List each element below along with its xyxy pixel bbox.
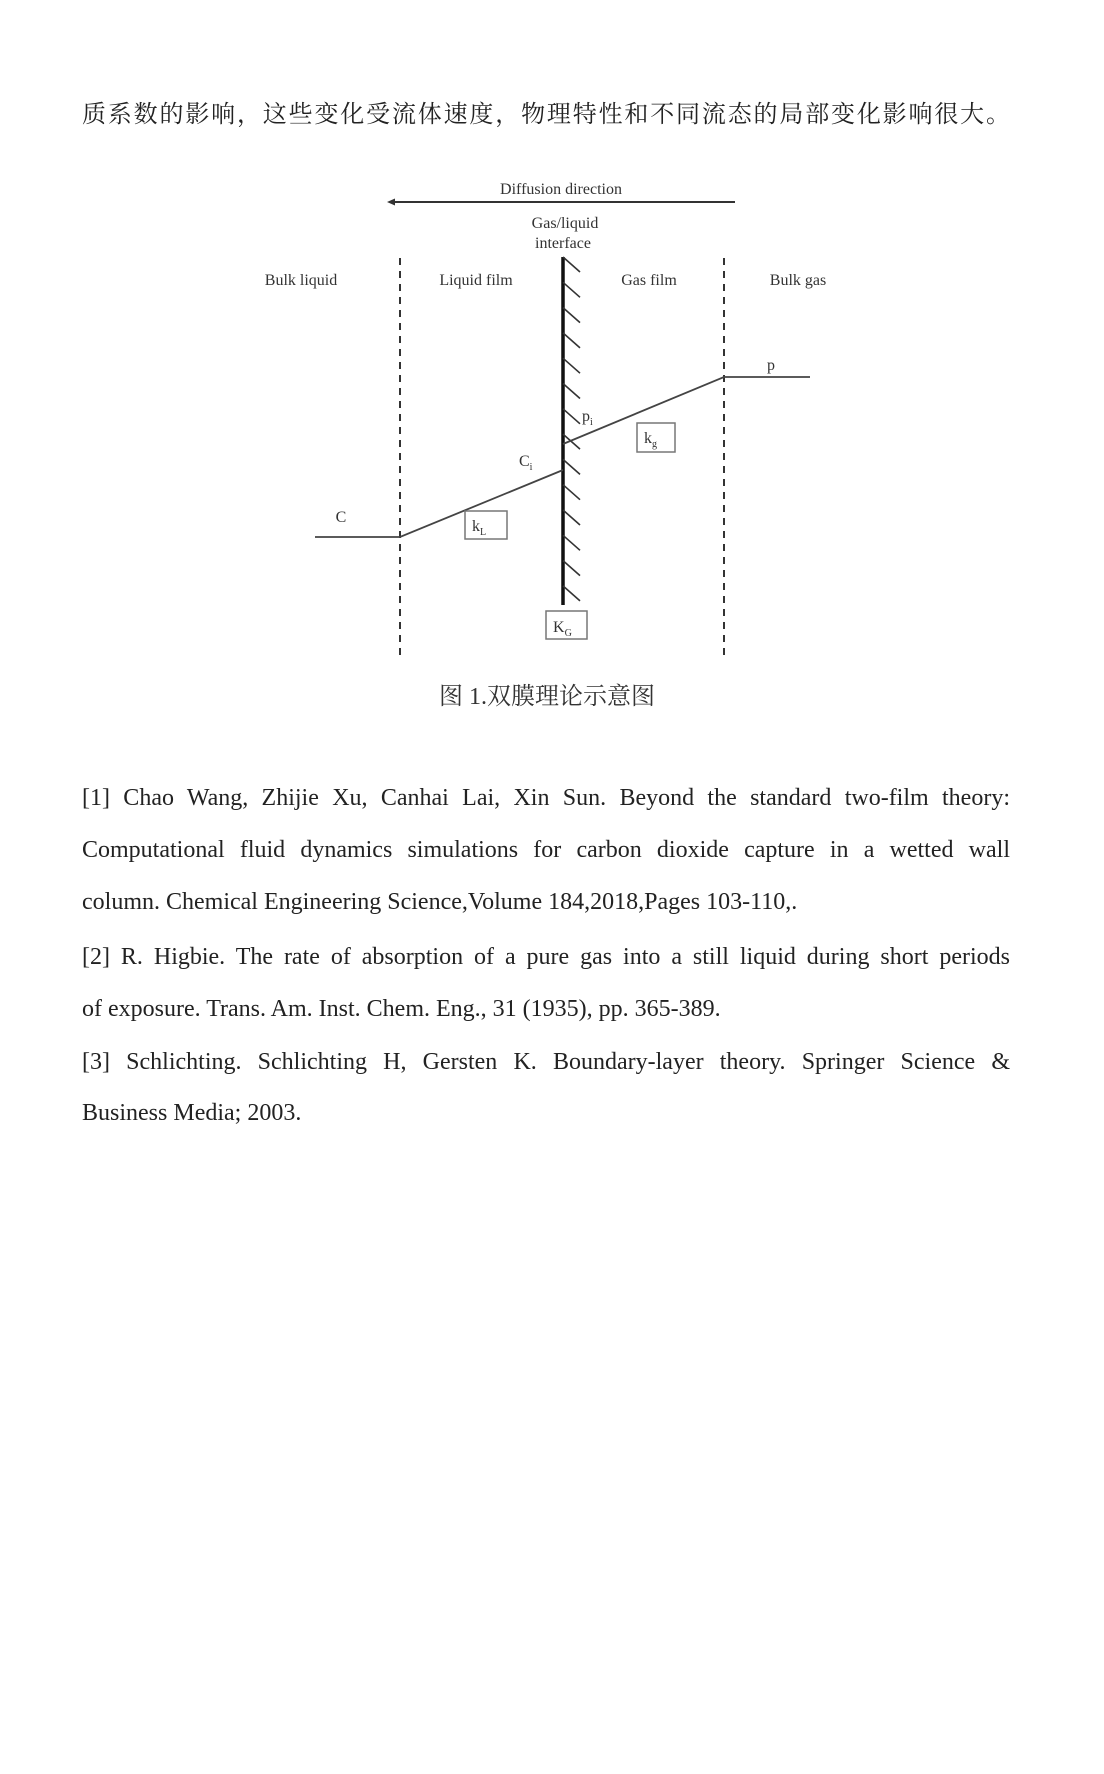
reference-3-line-2: Business Media; 2003. [82, 1100, 302, 1126]
region-bulk-gas: Bulk gas [769, 272, 827, 289]
hatch-mark [563, 257, 580, 272]
reference-2-line-1: [2] R. Higbie. The rate of absorption of a pure gas into a still liquid during short periods [82, 944, 1010, 970]
interface-label-line1: Gas/liquid [531, 215, 599, 232]
KG-label: $K_G$ [553, 619, 572, 639]
two-film-diagram [0, 0, 1104, 670]
hatch-mark [563, 358, 580, 373]
reference-1-line-3: column. Chemical Engineering Science,Volume 184,2018,Pages 103-110,. [82, 889, 798, 915]
hatch-mark [563, 459, 580, 474]
hatch-mark [563, 561, 580, 576]
reference-3-line-1: [3] Schlichting. Schlichting H, Gersten K. Boundary-layer theory. Springer Science & [82, 1049, 1010, 1075]
reference-1-line-1: [1] Chao Wang, Zhijie Xu, Canhai Lai, Xin Sun. Beyond the standard two-film theory: [82, 785, 1010, 811]
figure-caption: 图 1.双膜理论示意图 [439, 684, 655, 710]
diffusion-direction-label: Diffusion direction [500, 181, 622, 198]
region-bulk-liquid: Bulk liquid [264, 272, 338, 289]
hatch-mark [563, 485, 580, 500]
label-p: p [767, 357, 775, 374]
kg-label: $k_g$ [644, 430, 657, 450]
hatch-mark [563, 384, 580, 399]
hatch-mark [563, 308, 580, 323]
hatch-mark [563, 510, 580, 525]
kL-label: $k_L$ [472, 518, 487, 538]
hatch-mark [563, 535, 580, 550]
intro-paragraph: 质系数的影响，这些变化受流体速度，物理特性和不同流态的局部变化影响很大。 [82, 102, 1010, 128]
label-C: C [335, 509, 347, 526]
hatch-mark [563, 434, 580, 449]
reference-1-line-2: Computational fluid dynamics simulations for carbon dioxide capture in a wetted wall [82, 837, 1010, 863]
hatch-mark [563, 409, 580, 424]
hatch-mark [563, 586, 580, 601]
interface-hatching [563, 257, 580, 601]
hatch-mark [563, 333, 580, 348]
region-liquid-film: Liquid film [439, 272, 513, 289]
label-pi: $p_i$ [582, 408, 593, 428]
reference-2-line-2: of exposure. Trans. Am. Inst. Chem. Eng., 31 (1935), pp. 365-389. [82, 996, 721, 1022]
liquid-concentration-profile [315, 470, 563, 537]
interface-label-line2: interface [535, 235, 591, 252]
region-gas-film: Gas film [621, 272, 677, 289]
diffusion-arrow-head [387, 199, 395, 206]
hatch-mark [563, 282, 580, 297]
label-Ci: $C_i$ [519, 453, 533, 473]
gas-partial-pressure-profile [563, 377, 810, 444]
